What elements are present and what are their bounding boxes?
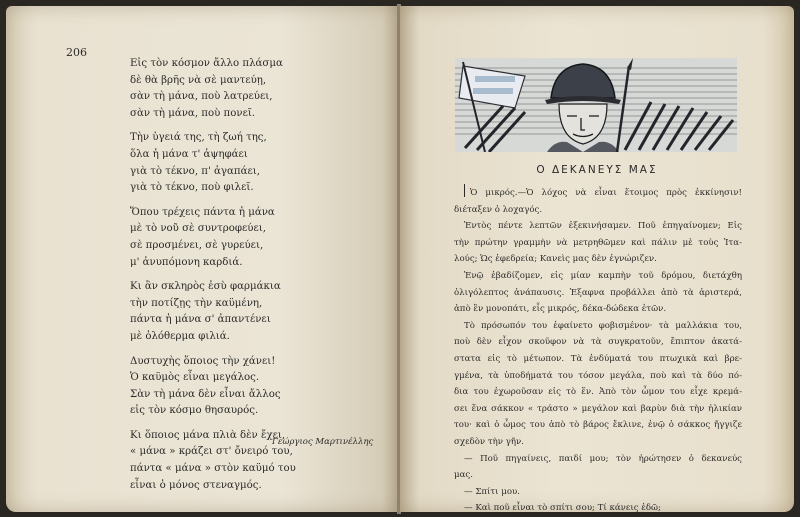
text-line: Ὁ μικρός.—Ὁ λόχος νὰ εἶναι ἕτοιμος πρὸς ἐκκίνησιν!	[454, 184, 742, 202]
poem-line: μὲ ὁλόθερμα φιλιά.	[130, 330, 230, 342]
poem-stanza	[130, 56, 380, 122]
soldier-illustration	[455, 58, 737, 152]
poem-line: πάντα ἡ μάνα σ' ἀπαντένει	[130, 314, 271, 326]
poem-stanza	[130, 205, 380, 271]
poem-line: Δυστυχὴς ὅποιος τὴν χάνει!	[130, 355, 276, 367]
text-line: τὴν πρώτην γραμμὴν νὰ μετρηθῶμεν καὶ πάλιν μὲ τοὺς Ἰτα-	[454, 237, 742, 248]
text-line: Τὸ πρόσωπόν του ἐφαίνετο φοβισμένον· τὰ μαλλάκια του,	[464, 320, 742, 331]
text-line: σχεδὸν τὴν γῆν.	[454, 436, 524, 447]
poem-line: δὲ θὰ βρῆς νὰ σὲ μαντεύῃ,	[130, 74, 267, 86]
text-line: ἀπὸ ἓν μονοπάτι, εἷς μικρός, δέκα-δώδεκα ἐτῶν.	[454, 304, 667, 315]
text-line: ὀλιγόλεπτος ἀνάπαυσις. Ἐξαφνα προβάλλει ἀπὸ τὰ ἀριστερά,	[454, 287, 742, 298]
drop-mark	[464, 184, 465, 197]
poem-line: μ' ἀνυπόμονη καρδιά.	[130, 256, 243, 268]
text-line: μας.	[454, 470, 473, 481]
text-line: — Σπίτι μου.	[464, 486, 520, 497]
text-line: του· καὶ ὁ ὦμος του ἀπὸ τὸ βάρος ἔκλινε, ἐνῷ ὁ σάκκος ἤγγιζε	[454, 420, 742, 431]
poem-line: γιὰ τὸ τέκνο, ποὺ φιλεῖ.	[130, 182, 254, 194]
poem-stanza	[130, 130, 380, 196]
poem-line: τὴν ποτίζῃς τὴν καϋμένη,	[130, 297, 263, 309]
text-line: λούς; Ὡς ἐφεδρεία; Κανεὶς μας δὲν ἐγνώριζεν.	[454, 254, 657, 265]
poem-line: ὅλα ἡ μάνα τ' ἀψηφάει	[130, 148, 248, 160]
poem-line: Ὁ καϋμὸς εἶναι μεγάλος.	[130, 372, 260, 384]
poem-line: Κι ἂν σκληρὸς ἐσὺ φαρμάκια	[130, 281, 281, 293]
poem-line: Εἰς τὸν κόσμον ἄλλο πλάσμα	[130, 58, 283, 69]
poem-line: Σὰν τὴ μάνα δὲν εἶναι ἄλλος	[130, 388, 281, 400]
text-line: — Ποῦ πηγαίνεις, παιδί μου; τὸν ἠρώτησεν ὁ δεκανεύς	[464, 453, 742, 464]
poem-line: Ὅπου τρέχεις πάντα ἡ μάνα	[130, 206, 275, 218]
poem-stanza	[130, 354, 380, 420]
text-line: στατα εἰς τὸ μέτωπον. Τὰ ἐνδύματά του πτωχικὰ καὶ βρε-	[454, 353, 742, 364]
story-text	[454, 184, 742, 517]
text-line: σει ἕνα σάκκον « τράστο » μεγάλον καὶ βαρὺν διὰ τὴν ἡλικίαν	[454, 403, 742, 414]
page-number: 206	[66, 46, 87, 59]
poem-line: μὲ τὸ νοῦ σὲ συντροφεύει,	[130, 223, 266, 235]
text-line: διέταξεν ὁ λοχαγός.	[454, 204, 543, 215]
poem-line: εἰς τὸν κόσμο θησαυρός.	[130, 405, 259, 417]
poem-line: Κι ὅποιος μάνα πλιὰ δὲν ἔχει,	[130, 429, 286, 441]
text-line: Ἐντὸς πέντε λεπτῶν ἐξεκινήσαμεν. Ποῦ ἐπηγαίνομεν; Εἰς	[464, 221, 742, 232]
poem-line: σὲ προσμένει, σὲ γυρεύει,	[130, 239, 264, 251]
text-line: — Καὶ ποῦ εἶναι τὸ σπίτι σου; Τί κάνεις ἐδῶ;	[464, 503, 661, 514]
poem-line: σὰν τὴ μάνα, ποὺ πονεῖ.	[130, 107, 256, 119]
text-line: δια του ἐχωροῦσαν εἰς τὸ ἕν. Ἀπὸ τὸν ὦμον του εἶχε κρεμά-	[454, 387, 742, 398]
text-line: Ἐνῷ ἐβαδίζομεν, εἰς μίαν καμπὴν τοῦ δρόμου, διετάχθη	[464, 270, 742, 281]
poem-author: Γεώργιος Μαρτινέλλης	[272, 437, 374, 447]
poem	[130, 56, 380, 502]
chapter-title: Ο ΔΕΚΑΝΕΥΣ ΜΑΣ	[536, 164, 658, 176]
poem-line: εἶναι ὁ μόνος στεναγμός.	[130, 479, 262, 491]
poem-line: « μάνα » κράζει στ' ὄνειρό του,	[130, 446, 293, 458]
poem-line: σὰν τὴ μάνα, ποὺ λατρεύει,	[130, 91, 273, 103]
poem-line: Τὴν ὑγειά της, τὴ ζωή της,	[130, 132, 267, 144]
poem-line: πάντα « μάνα » στὸν καϋμό του	[130, 463, 296, 475]
poem-stanza	[130, 279, 380, 345]
text-line: ποὺ δὲν εἶχον σκοῦφον νὰ τὰ συγκρατοῦν, ἔπιπτον ἀκατά-	[454, 337, 742, 348]
text-line: γμένα, τὰ ὑποδήματά του τόσον μεγάλα, ποὺ καὶ τὰ δύο πό-	[454, 370, 742, 381]
poem-line: γιὰ τὸ τέκνο, π' ἀγαπάει,	[130, 165, 260, 177]
